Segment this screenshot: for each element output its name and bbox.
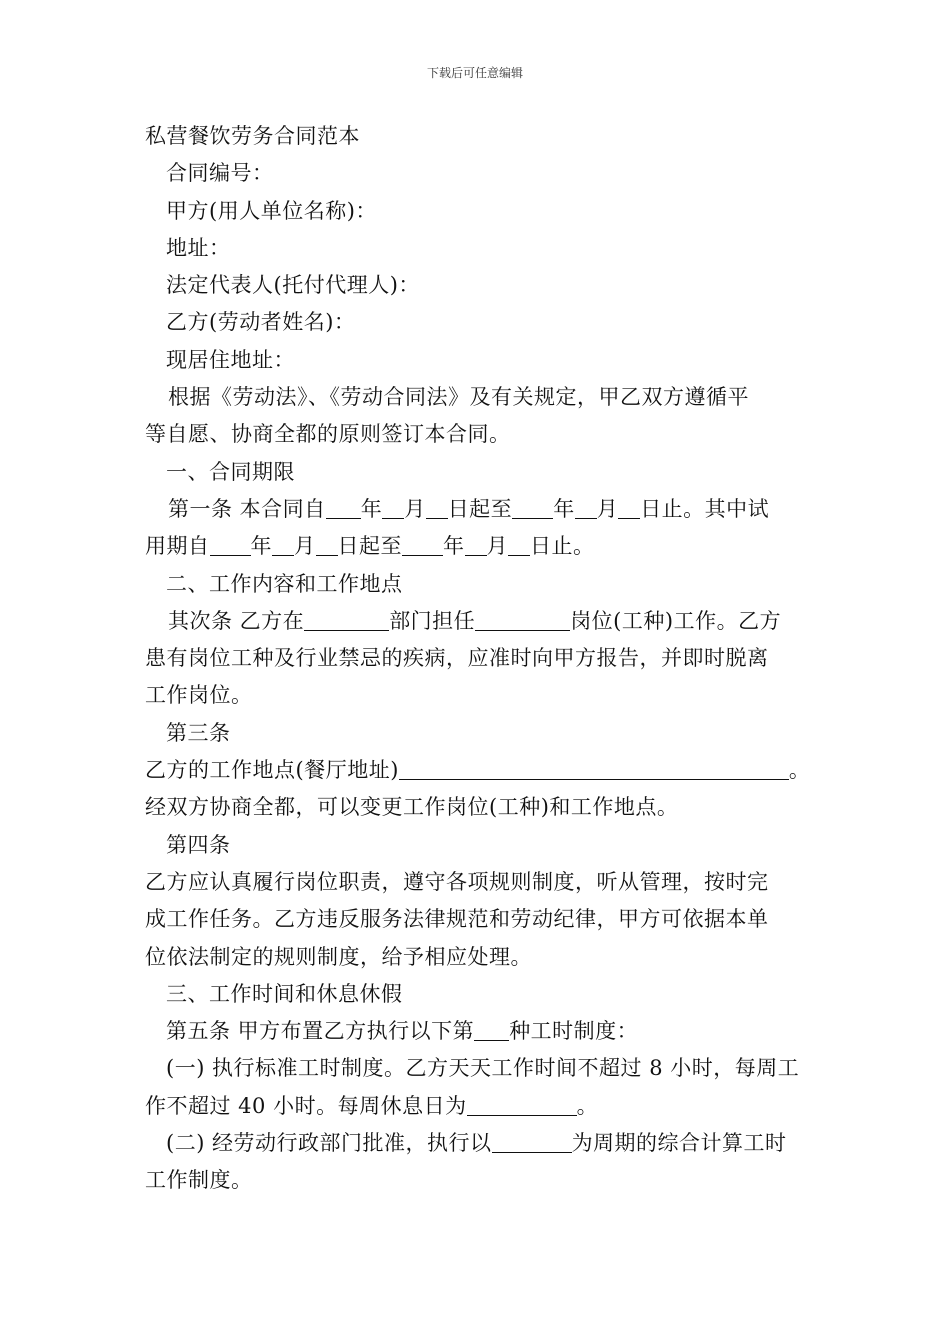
blank-hours-system	[474, 1019, 509, 1041]
party-a-field: 甲方(用人单位名称)：	[166, 198, 377, 223]
blank-probation-end-year	[402, 534, 443, 556]
blank-end-day	[618, 497, 640, 519]
blank-weekly-rest-day	[467, 1094, 577, 1116]
article-2-line-2: 患有岗位工种及行业禁忌的疾病，应准时向甲方报告，并即时脱离	[145, 646, 769, 671]
section-2-heading: 二、工作内容和工作地点	[166, 571, 403, 596]
month-label: 月	[486, 534, 508, 559]
intro-line-2: 等自愿、协商全都的原则签订本合同。	[145, 422, 511, 447]
blank-probation-start-year	[210, 534, 251, 556]
blank-position	[475, 609, 570, 631]
article-2-text-b: 部门担任	[389, 608, 476, 633]
year-label: 年	[360, 496, 383, 521]
blank-probation-end-day	[508, 534, 530, 556]
article-3-line-2: 经双方协商全都，可以变更工作岗位(工种)和工作地点。	[145, 795, 679, 820]
blank-probation-end-month	[465, 534, 487, 556]
party-b-field: 乙方(劳动者姓名)：	[166, 310, 356, 335]
document-title: 私营餐饮劳务合同范本	[145, 124, 360, 148]
address-field: 地址：	[166, 235, 231, 260]
article-3-text: 乙方的工作地点(餐厅地址)	[145, 758, 399, 783]
article-3-line-1	[145, 752, 813, 789]
month-label: 月	[596, 496, 619, 521]
item-1-end: 。	[576, 1093, 599, 1118]
day-end-label: 日止。	[530, 534, 595, 559]
blank-department	[304, 609, 389, 631]
page-header-note: 下载后可任意编辑	[426, 66, 523, 80]
month-label: 月	[404, 496, 426, 521]
blank-probation-start-day	[316, 534, 338, 556]
section-1-heading: 一、合同期限	[166, 459, 295, 484]
blank-workplace-address	[399, 758, 789, 780]
month-label: 月	[294, 534, 316, 559]
day-end-label: 日止。其中试	[640, 496, 770, 521]
item-2-text-b: 为周期的综合计算工时	[571, 1131, 787, 1156]
blank-cycle-period	[492, 1131, 572, 1153]
article-2-line-1	[145, 603, 813, 640]
article-3-heading: 第三条	[166, 720, 231, 745]
blank-end-year	[512, 497, 553, 519]
article-1-line-1	[145, 491, 813, 528]
item-1-line-1: (一) 执行标准工时制度。乙方天天工作时间不超过 8 小时，每周工	[166, 1056, 800, 1081]
article-4-line-2: 成工作任务。乙方违反服务法律规范和劳动纪律，甲方可依据本单	[145, 907, 769, 932]
article-1-text: 第一条 本合同自	[168, 496, 326, 521]
day-from-label: 日起至	[447, 496, 513, 521]
day-from-label: 日起至	[337, 534, 402, 559]
article-5-text: 第五条 甲方布置乙方执行以下第	[166, 1019, 475, 1044]
item-2-line-1	[145, 1125, 813, 1162]
probation-text: 用期自	[145, 534, 210, 559]
year-label: 年	[250, 534, 272, 559]
article-1-line-2	[145, 528, 813, 565]
residence-field: 现居住地址：	[166, 347, 295, 372]
item-1-line-2	[145, 1088, 813, 1125]
article-2-text-c: 岗位(工种)工作。乙方	[570, 608, 782, 633]
blank-end-month	[575, 497, 597, 519]
item-1-text: 作不超过 40 小时。每周休息日为	[145, 1093, 467, 1118]
article-5-line	[145, 1013, 813, 1050]
legal-rep-field: 法定代表人(托付代理人)：	[166, 273, 420, 298]
article-3-end: 。	[788, 758, 811, 783]
blank-probation-start-month	[272, 534, 294, 556]
year-label: 年	[443, 534, 465, 559]
contract-number-field: 合同编号：	[166, 161, 274, 186]
article-4-heading: 第四条	[166, 832, 231, 857]
article-4-line-1: 乙方应认真履行岗位职责，遵守各项规则制度，听从管理，按时完	[145, 869, 769, 894]
blank-start-month	[382, 497, 404, 519]
article-2-line-3: 工作岗位。	[145, 683, 253, 708]
section-3-heading: 三、工作时间和休息休假	[166, 981, 403, 1006]
blank-start-day	[426, 497, 448, 519]
article-5-text-b: 种工时制度：	[509, 1019, 639, 1044]
item-2-text: (二) 经劳动行政部门批准，执行以	[166, 1131, 492, 1156]
contract-document	[145, 118, 813, 1200]
intro-line-1: 根据《劳动法》、《劳动合同法》及有关规定，甲乙双方遵循平	[168, 385, 749, 410]
blank-start-year	[326, 497, 361, 519]
article-4-line-3: 位依法制定的规则制度，给予相应处理。	[145, 944, 532, 969]
year-label: 年	[553, 496, 575, 521]
article-2-text: 其次条 乙方在	[168, 608, 305, 633]
item-2-line-2: 工作制度。	[145, 1168, 253, 1193]
